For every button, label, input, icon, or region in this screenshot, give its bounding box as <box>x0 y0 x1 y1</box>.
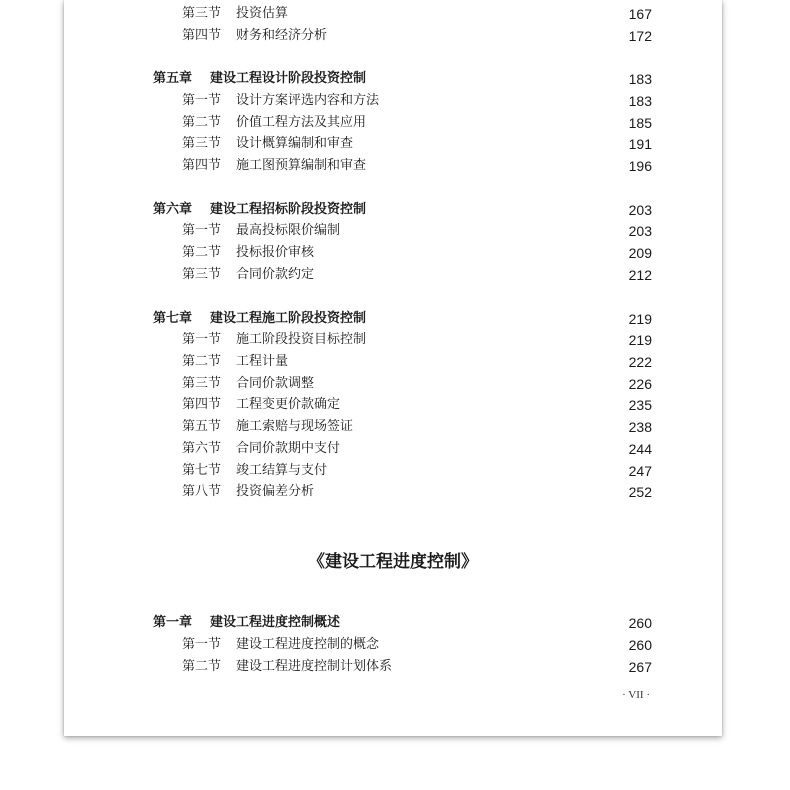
toc-section-row <box>64 243 722 263</box>
toc-entry-title: 投标报价审核 <box>236 245 315 260</box>
toc-entry-title: 投资估算 <box>236 6 289 21</box>
toc-entry-title: 建设工程进度控制概述 <box>210 615 341 630</box>
toc-entry-title: 建设工程进度控制计划体系 <box>236 659 393 674</box>
toc-entry-page: 185 <box>628 115 652 131</box>
toc-entry-title: 施工图预算编制和审查 <box>236 158 367 173</box>
toc-section-row <box>64 221 722 241</box>
toc-entry-page: 172 <box>628 28 652 44</box>
toc-section-row <box>64 156 722 176</box>
toc-entry-page: 183 <box>628 93 652 109</box>
toc-entry-page: 247 <box>628 463 652 479</box>
toc-entry-page: 183 <box>628 71 652 87</box>
toc-entry-page: 252 <box>628 484 652 500</box>
page-number-roman: · VII · <box>622 689 650 701</box>
toc-entry-number: 第六章 <box>153 202 193 217</box>
toc-entry-page: 222 <box>628 354 652 370</box>
toc-entry-page: 209 <box>628 245 652 261</box>
toc-entry-title: 建设工程招标阶段投资控制 <box>210 202 367 217</box>
toc-entry-title: 施工阶段投资目标控制 <box>236 332 367 347</box>
toc-chapter-row <box>64 200 722 220</box>
toc-entry-page: 219 <box>628 332 652 348</box>
toc-section-row <box>64 461 722 481</box>
toc-section-row <box>64 657 722 677</box>
toc-section-row <box>64 134 722 154</box>
toc-entry-number: 第三节 <box>182 267 222 282</box>
toc-entry-page: 212 <box>628 267 652 283</box>
toc-entry-title: 最高投标限价编制 <box>236 223 341 238</box>
toc-entry-number: 第七章 <box>153 311 193 326</box>
toc-entry-title: 投资偏差分析 <box>236 484 315 499</box>
toc-section-row <box>64 482 722 502</box>
toc-section-row <box>64 352 722 372</box>
toc-entry-number: 第二节 <box>182 245 222 260</box>
toc-entry-title: 合同价款约定 <box>236 267 315 282</box>
toc-entry-page: 235 <box>628 397 652 413</box>
toc-section-row <box>64 26 722 46</box>
toc-entry-number: 第一节 <box>182 223 222 238</box>
book-title: 《建设工程进度控制》 <box>308 552 478 572</box>
toc-entry-title: 合同价款期中支付 <box>236 441 341 456</box>
toc-section-row <box>64 417 722 437</box>
toc-chapter-row <box>64 613 722 633</box>
toc-entry-page: 203 <box>628 202 652 218</box>
book-page <box>64 0 722 736</box>
toc-entry-title: 建设工程进度控制的概念 <box>236 637 380 652</box>
toc-entry-page: 219 <box>628 311 652 327</box>
toc-section-row <box>64 265 722 285</box>
toc-entry-number: 第一节 <box>182 637 222 652</box>
toc-entry-page: 191 <box>628 136 652 152</box>
toc-entry-number: 第七节 <box>182 463 222 478</box>
toc-entry-title: 建设工程设计阶段投资控制 <box>210 71 367 86</box>
toc-section-row <box>64 4 722 24</box>
toc-entry-number: 第五章 <box>153 71 193 86</box>
toc-entry-page: 267 <box>628 659 652 675</box>
toc-entry-title: 价值工程方法及其应用 <box>236 115 367 130</box>
toc-chapter-row <box>64 69 722 89</box>
toc-section-row <box>64 374 722 394</box>
toc-entry-number: 第四节 <box>182 397 222 412</box>
toc-entry-title: 财务和经济分析 <box>236 28 328 43</box>
toc-section-row <box>64 91 722 111</box>
toc-entry-page: 260 <box>628 615 652 631</box>
toc-entry-title: 施工索赔与现场签证 <box>236 419 354 434</box>
toc-entry-title: 工程变更价款确定 <box>236 397 341 412</box>
toc-section-row <box>64 330 722 350</box>
toc-entry-number: 第二节 <box>182 354 222 369</box>
toc-entry-title: 建设工程施工阶段投资控制 <box>210 311 367 326</box>
toc-section-row <box>64 635 722 655</box>
toc-section-row <box>64 113 722 133</box>
toc-entry-title: 设计方案评选内容和方法 <box>236 93 380 108</box>
toc-entry-number: 第一章 <box>153 615 193 630</box>
toc-chapter-row <box>64 309 722 329</box>
toc-section-row <box>64 439 722 459</box>
toc-entry-number: 第八节 <box>182 484 222 499</box>
toc-entry-number: 第一节 <box>182 93 222 108</box>
toc-entry-title: 合同价款调整 <box>236 376 315 391</box>
toc-entry-page: 196 <box>628 158 652 174</box>
toc-entry-number: 第四节 <box>182 158 222 173</box>
toc-section-row <box>64 395 722 415</box>
toc-entry-page: 226 <box>628 376 652 392</box>
toc-entry-number: 第四节 <box>182 28 222 43</box>
toc-entry-number: 第三节 <box>182 136 222 151</box>
toc-entry-number: 第三节 <box>182 376 222 391</box>
toc-entry-page: 203 <box>628 223 652 239</box>
toc-entry-number: 第六节 <box>182 441 222 456</box>
toc-entry-number: 第五节 <box>182 419 222 434</box>
toc-entry-number: 第二节 <box>182 115 222 130</box>
toc-entry-page: 167 <box>628 6 652 22</box>
toc-entry-page: 238 <box>628 419 652 435</box>
toc-entry-title: 设计概算编制和审查 <box>236 136 354 151</box>
toc-entry-title: 工程计量 <box>236 354 289 369</box>
toc-entry-number: 第三节 <box>182 6 222 21</box>
toc-entry-title: 竣工结算与支付 <box>236 463 328 478</box>
toc-entry-number: 第二节 <box>182 659 222 674</box>
toc-entry-number: 第一节 <box>182 332 222 347</box>
toc-entry-page: 244 <box>628 441 652 457</box>
toc-entry-page: 260 <box>628 637 652 653</box>
